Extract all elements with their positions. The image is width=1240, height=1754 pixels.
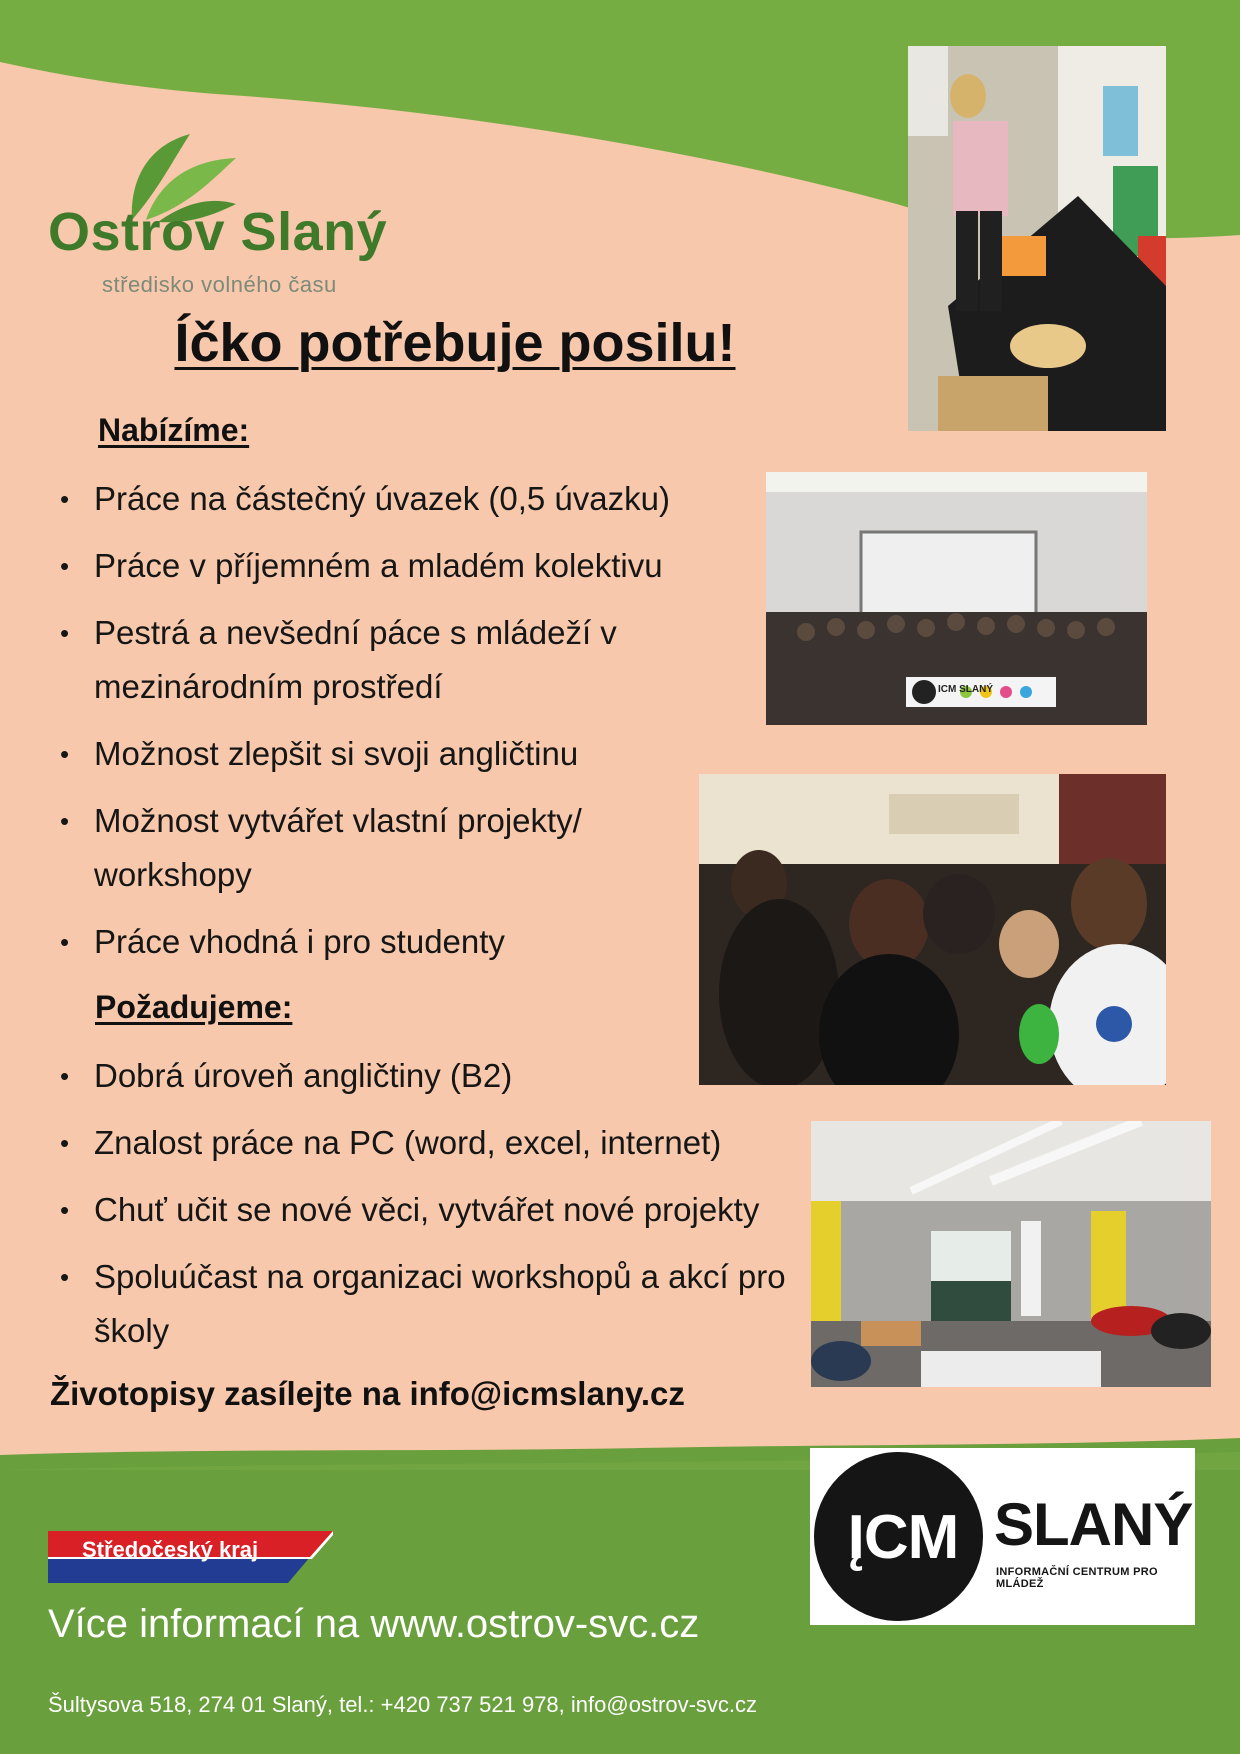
- list-item: • Chuť učit se nové věci, vytvářet nové projekty: [52, 1183, 832, 1237]
- icm-mark: ĮCM: [847, 1503, 959, 1572]
- icm-circle: [814, 1452, 983, 1621]
- logo-name: Ostrov Slaný: [48, 202, 388, 262]
- list-item: • Možnost vytvářet vlastní projekty/ workshopy: [52, 794, 674, 902]
- require-heading: Požadujeme:: [95, 989, 293, 1025]
- list-item: • Možnost zlepšit si svoji angličtinu: [52, 727, 762, 781]
- icm-logo: [810, 1448, 1195, 1625]
- address: Šultysova 518, 274 01 Slaný, tel.: +420 737 521 978, info@ostrov-svc.cz: [48, 1692, 758, 1717]
- list-item: • Dobrá úroveň angličtiny (B2): [52, 1049, 832, 1103]
- photo-food-table: [908, 46, 1166, 431]
- list-item: • Práce vhodná i pro studenty: [52, 915, 762, 969]
- offer-heading: Nabízíme:: [98, 412, 250, 448]
- icm-name: SLANÝ: [994, 1491, 1193, 1558]
- cv-contact: Životopisy zasílejte na info@icmslany.cz: [50, 1375, 685, 1412]
- icm-subtitle: INFORMAČNÍ CENTRUM PRO MLÁDEŽ: [996, 1566, 1158, 1590]
- photo-group: [766, 472, 1147, 725]
- list-item: • Práce na částečný úvazek (0,5 úvazku): [52, 472, 762, 526]
- list-item: • Pestrá a nevšední páce s mládeží v mezinárodním prostředí: [52, 606, 762, 714]
- banner-text: ICM SLANÝ: [938, 684, 993, 695]
- list-item: • Spoluúčast na organizaci workshopů a akcí pro školy: [52, 1250, 864, 1358]
- photo-classroom: [811, 1121, 1211, 1387]
- logo-subtitle: středisko volného času: [102, 272, 337, 297]
- kraj-label: Středočeský kraj: [82, 1537, 259, 1562]
- photo-workshop: [699, 774, 1166, 1085]
- require-list: [52, 1049, 832, 1371]
- offer-list: [52, 472, 762, 982]
- list-item: • Znalost práce na PC (word, excel, internet): [52, 1116, 832, 1170]
- page-title: Íčko potřebuje posilu!: [174, 313, 736, 373]
- more-info: Více informací na www.ostrov-svc.cz: [48, 1602, 700, 1646]
- stredocesky-kraj-logo: [48, 1531, 333, 1583]
- list-item: • Práce v příjemném a mladém kolektivu: [52, 539, 762, 593]
